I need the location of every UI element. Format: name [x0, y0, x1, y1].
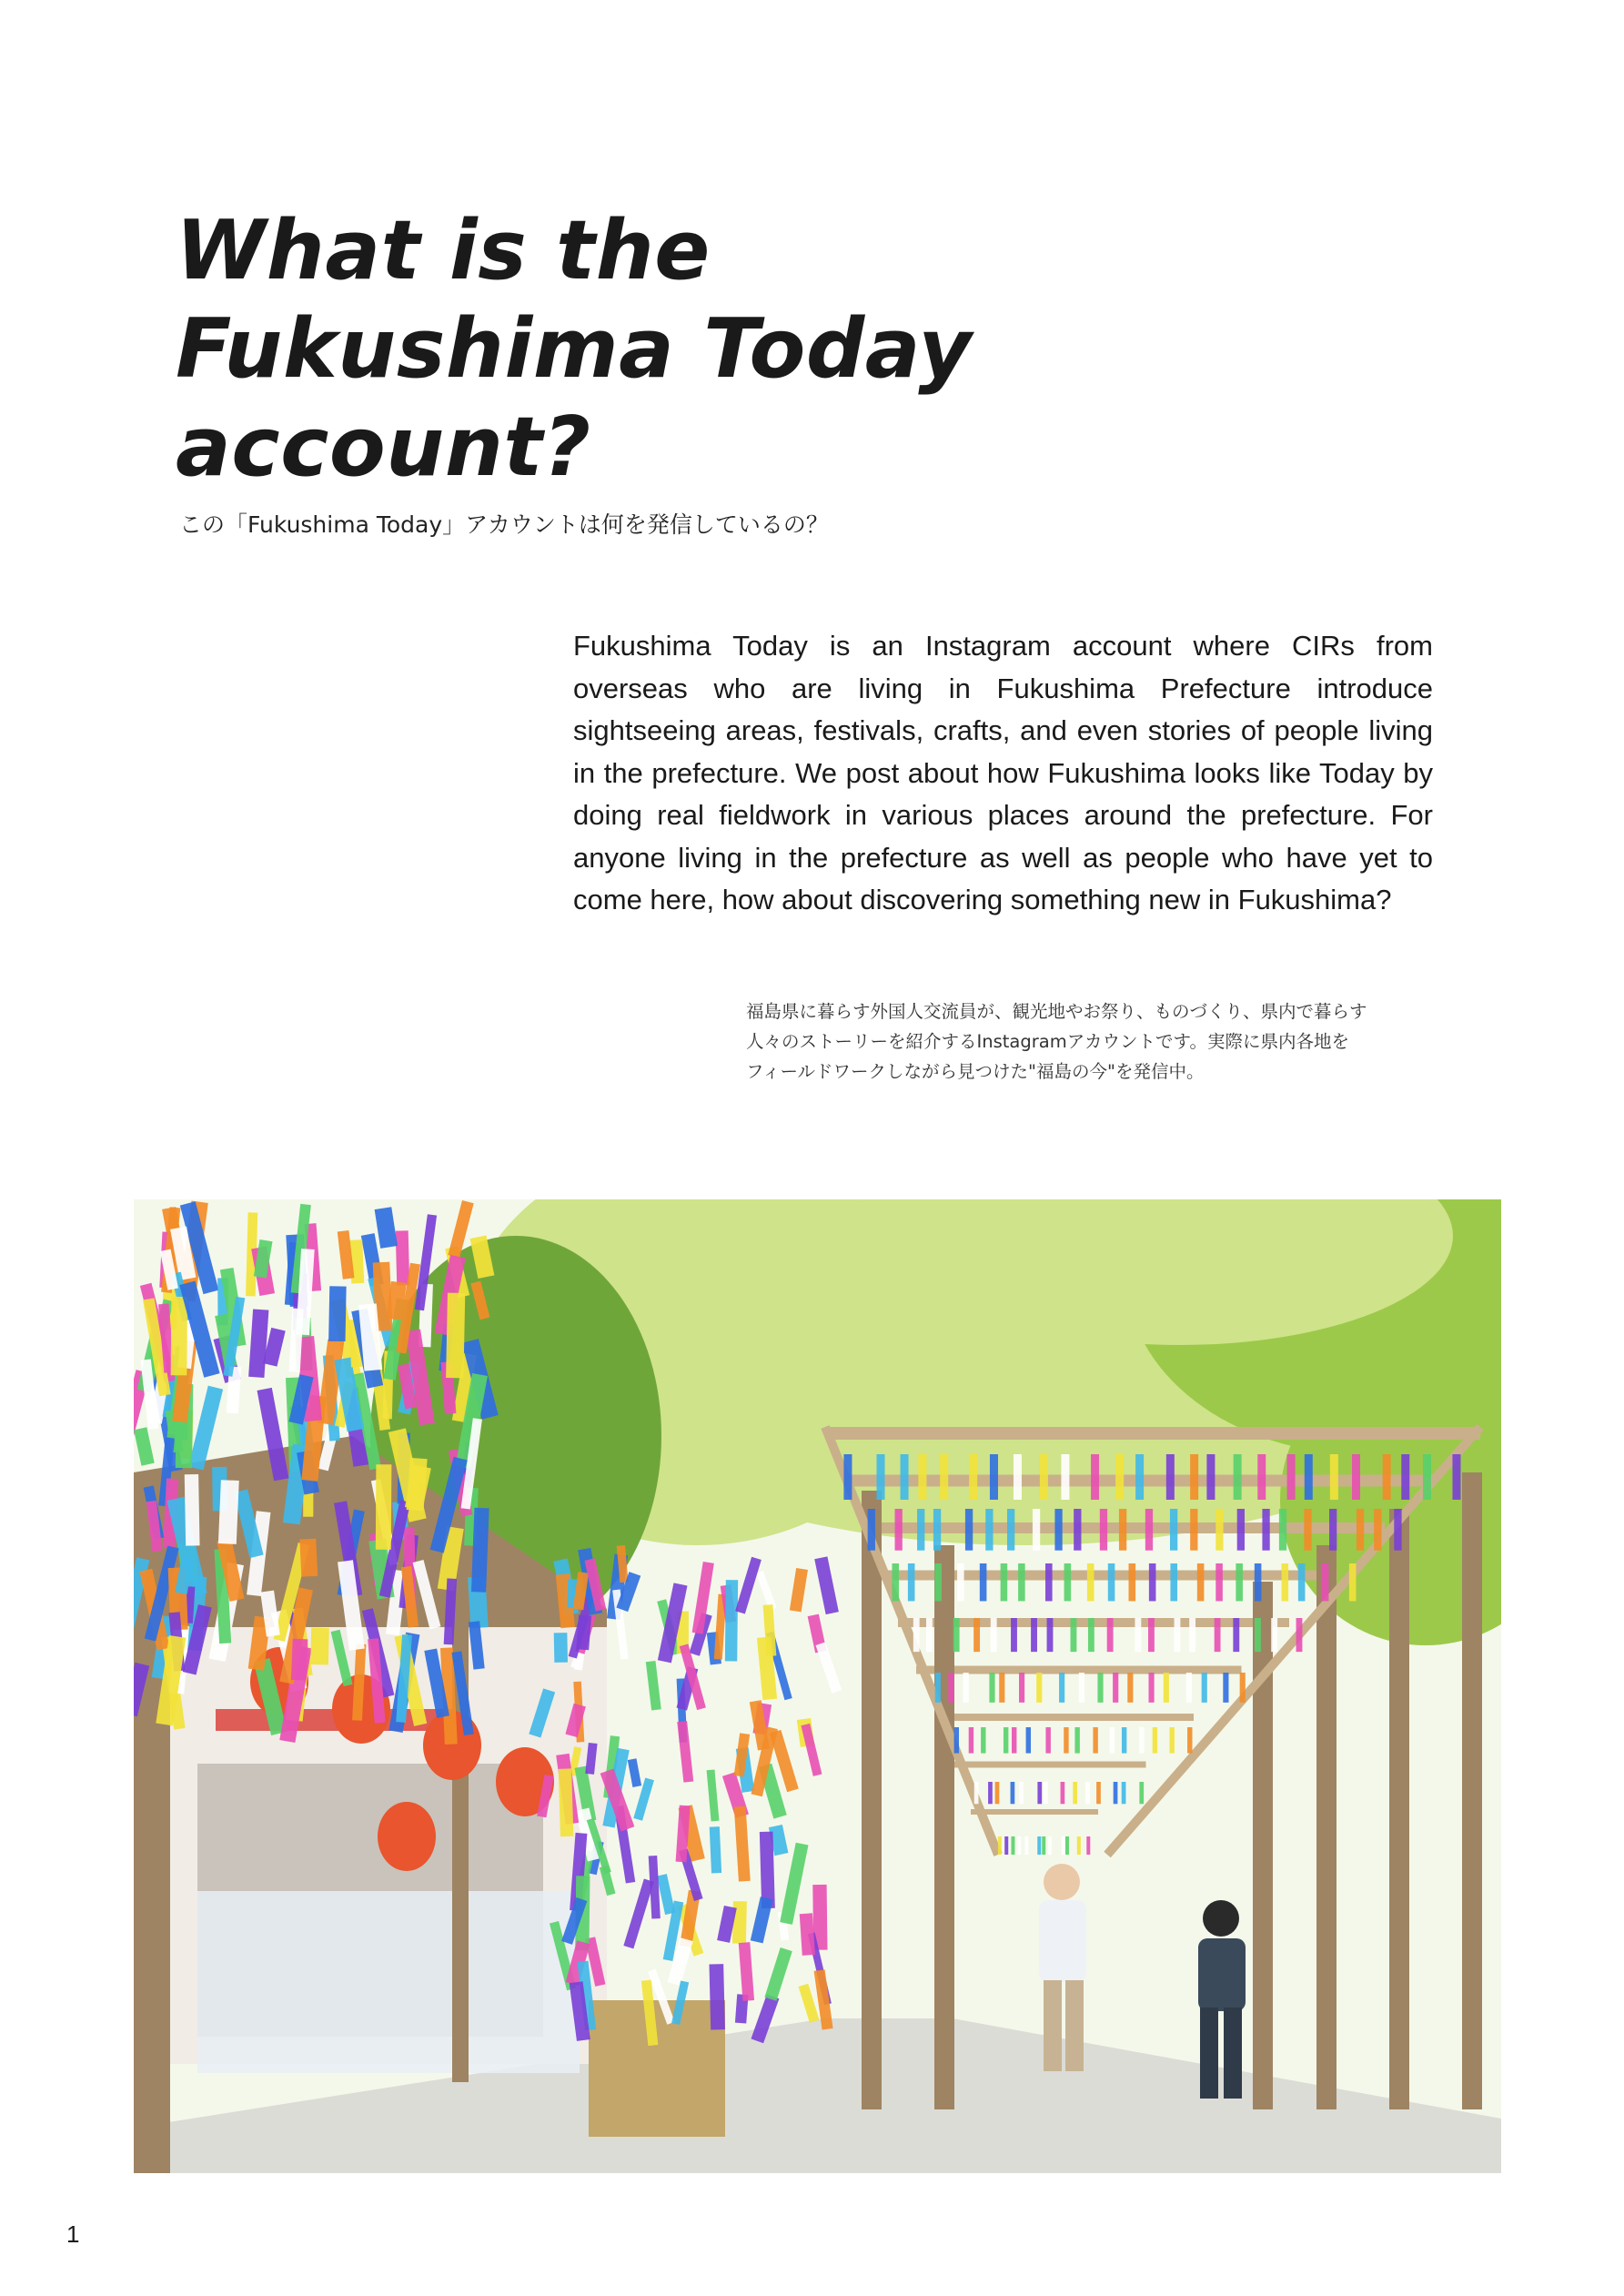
japanese-subtitle: この「Fukushima Today」アカウントは何を発信しているの？: [179, 511, 829, 538]
japanese-body-line-3: フィールドワークしながら見つけた"福島の今"を発信中。: [746, 1061, 1205, 1082]
page-number: 1: [66, 2220, 80, 2248]
festival-photo-illustration: [134, 1199, 1501, 2173]
english-body-paragraph: Fukushima Today is an Instagram account where CIRs from overseas who are living in Fukushima Prefecture introduce sightseeing areas, festivals, crafts, and even stories of people living in the prefecture. We post about how Fukushima looks like Today by doing real fieldwork in various places around the prefecture. For anyone living in the prefecture as well as people who have yet to come here, how about discovering something new in Fukushima?: [573, 630, 1433, 915]
japanese-body-line-1: 福島県に暮らす外国人交流員が、観光地やお祭り、ものづくり、県内で暮らす: [746, 1001, 1367, 1022]
heading-line-2: Fukushima Today: [176, 301, 973, 397]
heading-line-1: What is the: [176, 203, 711, 298]
japanese-body-line-2: 人々のストーリーを紹介するInstagramアカウントです。実際に県内各地を: [746, 1031, 1349, 1052]
heading-line-3: account?: [176, 400, 591, 495]
japanese-body-paragraph: [746, 996, 1437, 1087]
festival-photo: [134, 1199, 1501, 2173]
page-heading: [176, 202, 1176, 497]
